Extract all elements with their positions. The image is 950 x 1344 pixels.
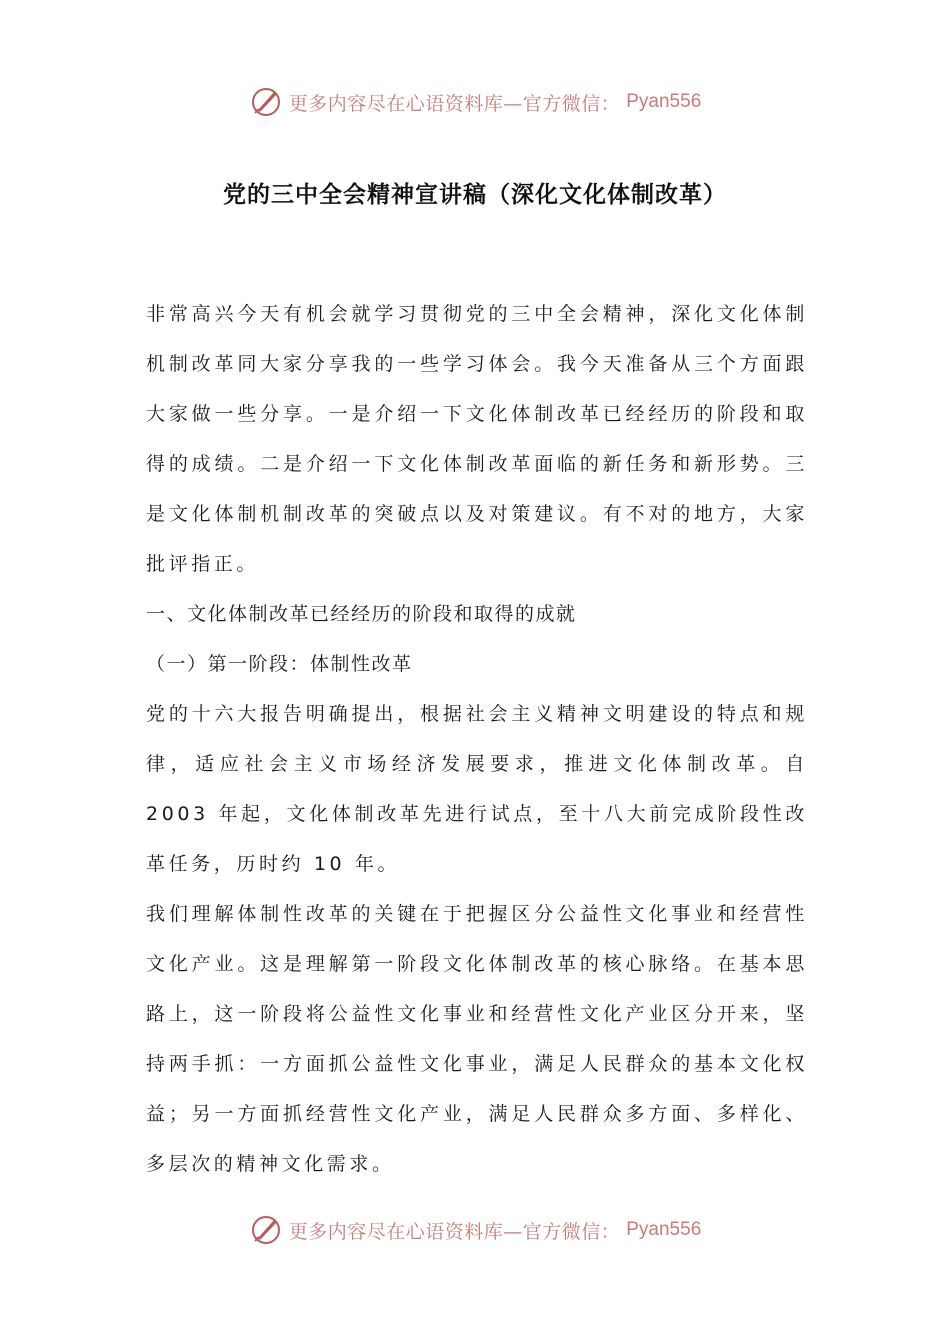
intro-paragraph: 非常高兴今天有机会就学习贯彻党的三中全会精神，深化文化体制机制改革同大家分享我的一些学习体会。我今天准备从三个方面跟大家做一些分享。一是介绍一下文化体制改革已经经历的阶段和取得的成绩。二是介绍一下文化体制改革面临的新任务和新形势。三是文化体制机制改革的突破点以及对策建议。有不对的地方，大家批评指正。 xyxy=(146,303,808,575)
subsection-heading: （一）第一阶段：体制性改革 xyxy=(146,653,413,675)
quill-logo-icon xyxy=(249,85,283,119)
watermark-wechat-id: Pyan556 xyxy=(626,91,702,112)
document-title: 党的三中全会精神宣讲稿（深化文化体制改革） xyxy=(223,182,727,208)
document-body xyxy=(146,289,808,1189)
quill-logo-icon xyxy=(249,1213,283,1247)
watermark-text: 更多内容尽在心语资料库—官方微信： xyxy=(288,92,621,115)
header-watermark xyxy=(0,82,950,122)
body-paragraph: 我们理解体制性改革的关键在于把握区分公益性文化事业和经营性文化产业。这是理解第一阶段文化体制改革的核心脉络。在基本思路上，这一阶段将公益性文化事业和经营性文化产业区分开来，坚持两手抓：一方面抓公益性文化事业，满足人民群众的基本文化权益；另一方面抓经营性文化产业，满足人民群众多方面、多样化、多层次的精神文化需求。 xyxy=(146,903,808,1175)
section-heading: 一、文化体制改革已经经历的阶段和取得的成就 xyxy=(146,603,577,625)
watermark-text: 更多内容尽在心语资料库—官方微信： xyxy=(288,1220,621,1243)
footer-watermark xyxy=(0,1210,950,1250)
watermark-wechat-id: Pyan556 xyxy=(626,1219,702,1240)
body-paragraph: 党的十六大报告明确提出，根据社会主义精神文明建设的特点和规律，适应社会主义市场经济发展要求，推进文化体制改革。自 2003 年起，文化体制改革先进行试点，至十八大前完成阶段性改革任务，历时约 10 年。 xyxy=(146,703,808,875)
